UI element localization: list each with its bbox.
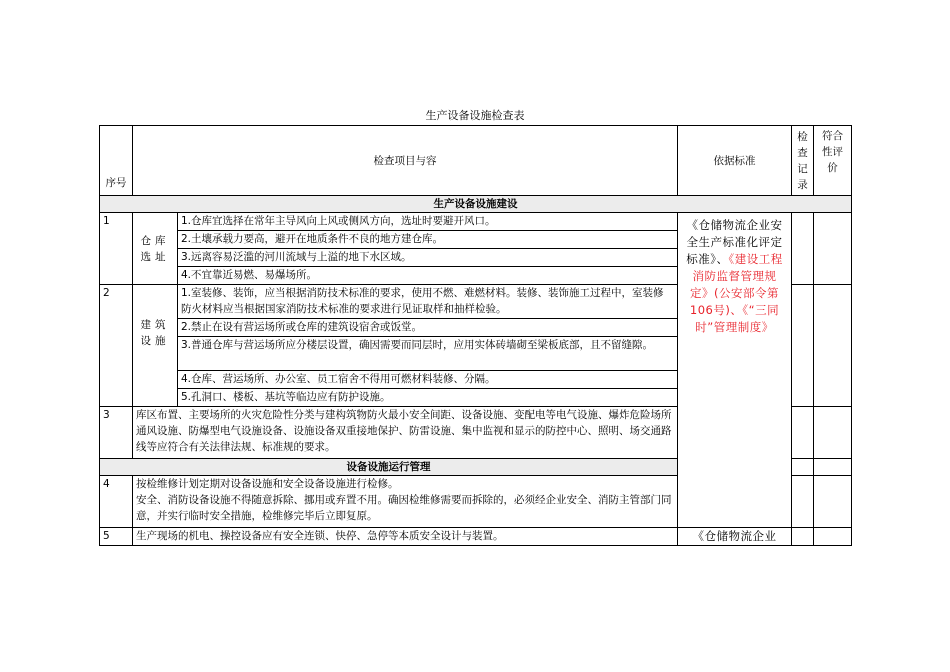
table-row bbox=[100, 213, 852, 231]
inspection-table bbox=[99, 125, 852, 546]
eval-cell bbox=[814, 459, 852, 476]
section-title: 生产设备设施建设 bbox=[100, 196, 852, 213]
row-text-line: 安全、消防设备设施不得随意拆除、挪用或弃置不用。确因检维修需要而拆除的，必须经企业安全、消防主管部门同意，并实行临时安全措施，检维修完毕后立即复原。 bbox=[136, 494, 672, 522]
row-category: 仓库选址 bbox=[133, 213, 178, 285]
record-cell bbox=[792, 528, 814, 546]
header-row bbox=[100, 126, 852, 196]
record-cell bbox=[792, 213, 814, 285]
header-eval: 符合性评价 bbox=[814, 126, 852, 196]
row-item: 3.远离容易泛滥的河川流域与上溢的地下水区域。 bbox=[178, 249, 678, 267]
record-cell bbox=[792, 407, 814, 459]
record-cell bbox=[792, 459, 814, 476]
header-record: 检查记录 bbox=[792, 126, 814, 196]
row-text bbox=[133, 476, 678, 528]
row-category: 建筑设施 bbox=[133, 285, 178, 407]
record-cell bbox=[792, 285, 814, 407]
row-text: 生产现场的机电、操控设备应有安全连锁、快停、急停等本质安全设计与装置。 bbox=[133, 528, 678, 546]
basis-cell bbox=[678, 213, 792, 528]
eval-cell bbox=[814, 407, 852, 459]
row-item: 4.不宜靠近易燃、易爆场所。 bbox=[178, 267, 678, 285]
eval-cell bbox=[814, 213, 852, 285]
row-seq: 2 bbox=[100, 285, 133, 407]
row-seq: 5 bbox=[100, 528, 133, 546]
section-title: 设备设施运行管理 bbox=[100, 459, 678, 476]
basis-text-red: 《建设工程消防监督管理规定》(公安部令第106号)、《“三同时”管理制度》 bbox=[689, 252, 783, 334]
row-text: 库区布置、主要场所的火灾危险性分类与建构筑物防火最小安全间距、设备设施、变配电等电气设施、爆炸危险场所通风设施、防爆型电气设施设备、设施设备双重接地保护、防雷设施、集中监视和显示的防控中心、照明、场交通路线等应符合有关法律法规、标准规的要求。 bbox=[133, 407, 678, 459]
basis-text: 《仓储物流企业安全生产标准化评定标准》、 bbox=[686, 218, 783, 266]
eval-cell bbox=[814, 476, 852, 528]
eval-cell bbox=[814, 528, 852, 546]
table-row bbox=[100, 528, 852, 546]
row-item: 1.仓库宜选择在常年主导风向上风或侧风方向，选址时要避开风口。 bbox=[178, 213, 678, 231]
row-seq: 3 bbox=[100, 407, 133, 459]
row-seq: 1 bbox=[100, 213, 133, 285]
row-text-line: 按检维修计划定期对设备设施和安全设备设施进行检修。 bbox=[136, 478, 399, 490]
eval-cell bbox=[814, 285, 852, 407]
section-row bbox=[100, 196, 852, 213]
row-item: 3.普通仓库与营运场所应分楼层设置，确因需要而同层时，应用实体砖墙砌至梁板底部，且不留缝隙。 bbox=[178, 337, 678, 371]
basis-cell: 《仓储物流企业 bbox=[678, 528, 792, 546]
row-item: 2.土壤承载力要高，避开在地质条件不良的地方建仓库。 bbox=[178, 231, 678, 249]
row-item: 5.孔洞口、楼板、基坑等临边应有防护设施。 bbox=[178, 389, 678, 407]
row-item: 4.仓库、营运场所、办公室、员工宿舍不得用可燃材料装修、分隔。 bbox=[178, 371, 678, 389]
header-basis: 依据标准 bbox=[678, 126, 792, 196]
row-item: 2.禁止在设有营运场所或仓库的建筑设宿舍或饭堂。 bbox=[178, 319, 678, 337]
row-item: 1.室装修、装饰，应当根据消防技术标准的要求，使用不燃、难燃材料。装修、装饰施工过程中，室装修防火材料应当根据国家消防技术标准的要求进行见证取样和抽样检验。 bbox=[178, 285, 678, 319]
record-cell bbox=[792, 476, 814, 528]
header-content: 检查项目与容 bbox=[133, 126, 678, 196]
row-seq: 4 bbox=[100, 476, 133, 528]
header-seq: 序号 bbox=[100, 126, 133, 196]
page-title: 生产设备设施检查表 bbox=[425, 109, 525, 122]
